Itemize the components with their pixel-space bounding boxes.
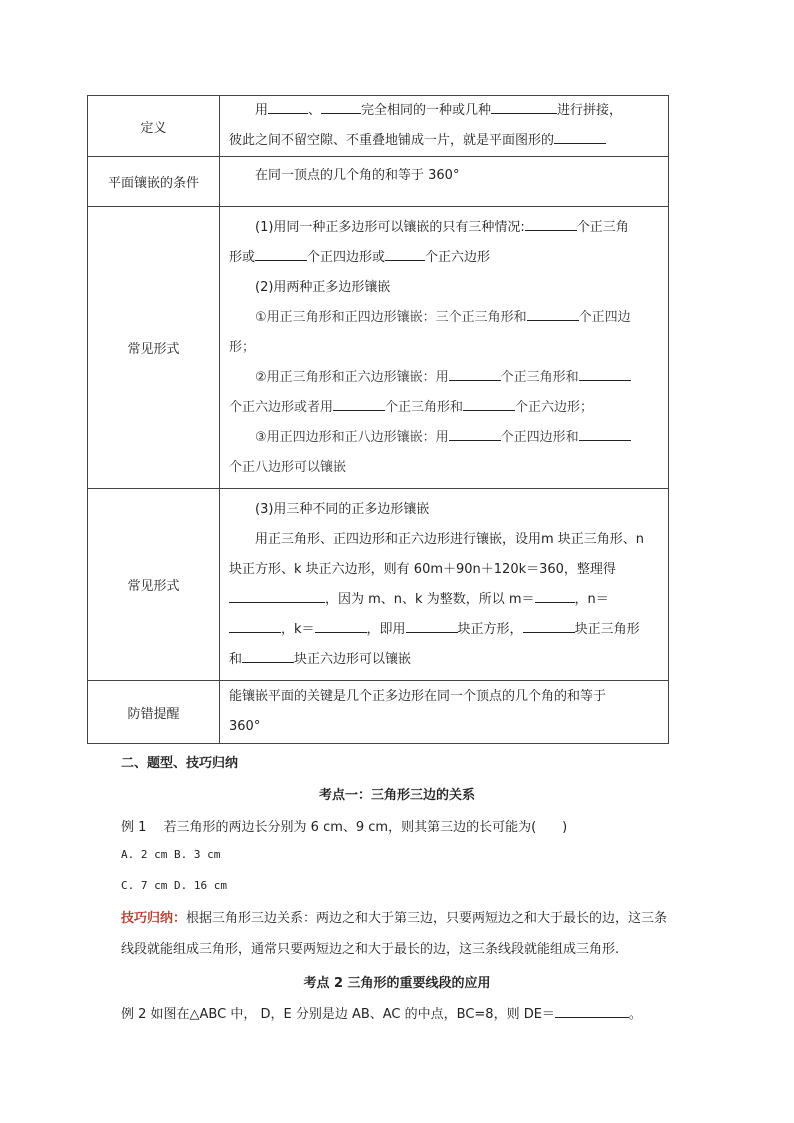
kaodian-2-title: 考点 2 三角形的重要线段的应用 (303, 976, 491, 991)
table-row (88, 96, 669, 157)
section-heading: 二、题型、技巧归纳 (121, 756, 239, 771)
kaodian-1-title: 考点一：三角形三边的关系 (318, 788, 475, 803)
example-2: 例 2 如图在△ABC 中， D，E 分别是边 AB、AC 的中点，BC=8，则 DE＝ 。 (121, 1003, 642, 1022)
technique-summary-text: 根据三角形三边关系：两边之和大于第三边，只要两短边之和大于最长的边，这三条线段就能组成三角形，通常只要两短边之和大于最长的边，这三条线段就能组成三角形. (121, 911, 668, 957)
table-row (88, 157, 669, 207)
answer-blank[interactable] (463, 396, 515, 411)
answer-blank[interactable] (491, 99, 557, 114)
answer-blank[interactable] (315, 618, 367, 633)
answer-blank[interactable] (242, 648, 294, 663)
row-label-definition: 定义 (88, 96, 220, 157)
example-1-options-ab: A. 2 cm B. 3 cm (121, 848, 221, 861)
answer-blank[interactable] (523, 618, 575, 633)
answer-blank[interactable] (229, 618, 281, 633)
answer-blank[interactable] (579, 426, 631, 441)
answer-blank[interactable] (525, 216, 577, 231)
technique-summary-label: 技巧归纳： (121, 911, 187, 926)
answer-blank[interactable] (321, 99, 361, 114)
answer-blank[interactable] (406, 618, 458, 633)
answer-blank[interactable] (333, 396, 385, 411)
answer-blank[interactable] (535, 588, 575, 603)
three-polygon-content: (3)用三种不同的正多边形镶嵌 用正三角形、正四边形和正六边形进行镶嵌，设用m 块正三角形、n 块正方形、k 块正六边形，则有 60m＋90n＋120k＝360，整理得 ，因为 m、n、k 为整数，所以 m＝ ，n＝ ，k＝ ，即用 块正方形， 块正三角形 和 块正六边形可以镶嵌 (220, 489, 669, 681)
answer-blank[interactable] (255, 246, 307, 261)
example-1: 例 1 若三角形的两边长分别为 6 cm、9 cm，则其第三边的长可能为( ) (121, 820, 568, 835)
common-forms-content: (1)用同一种正多边形可以镶嵌的只有三种情况: 个正三角 形或 个正四边形或 个正六边形 (2)用两种正多边形镶嵌 ①用正三角形和正四边形镶嵌：三个正三角形和 个正四边 形； ②用正三角形和正六边形镶嵌：用 个正三角形和 个正六边形或者用 个正三角形和 个正六边形； ③用正四边形和正八边形镶嵌：用 个正四边形和 个正八边形可以镶嵌 (220, 207, 669, 489)
answer-blank[interactable] (527, 306, 579, 321)
technique-summary (121, 903, 669, 965)
error-reminder-content: 能镶嵌平面的关键是几个正多边形在同一个顶点的几个角的和等于 360° (220, 681, 669, 744)
answer-blank[interactable] (449, 426, 501, 441)
knowledge-table (87, 95, 669, 744)
answer-blank[interactable] (385, 246, 425, 261)
row-label-common-forms: 常见形式 (88, 207, 220, 489)
row-label-error-reminder: 防错提醒 (88, 681, 220, 744)
example-1-options-cd: C. 7 cm D. 16 cm (121, 879, 227, 892)
table-row (88, 489, 669, 681)
answer-blank[interactable] (449, 366, 501, 381)
row-label-common-forms: 常见形式 (88, 489, 220, 681)
answer-blank[interactable] (579, 366, 631, 381)
row-label-condition: 平面镶嵌的条件 (88, 157, 220, 207)
answer-blank[interactable] (229, 588, 325, 603)
answer-blank[interactable] (554, 129, 606, 144)
answer-blank[interactable] (555, 1003, 629, 1018)
condition-content: 在同一顶点的几个角的和等于 360° (220, 157, 669, 207)
table-row (88, 207, 669, 489)
answer-blank[interactable] (268, 99, 308, 114)
table-row (88, 681, 669, 744)
definition-content: 用 、 完全相同的一种或几种 进行拼接， 彼此之间不留空隙、不重叠地铺成一片，就是平面图形的 (220, 96, 669, 157)
